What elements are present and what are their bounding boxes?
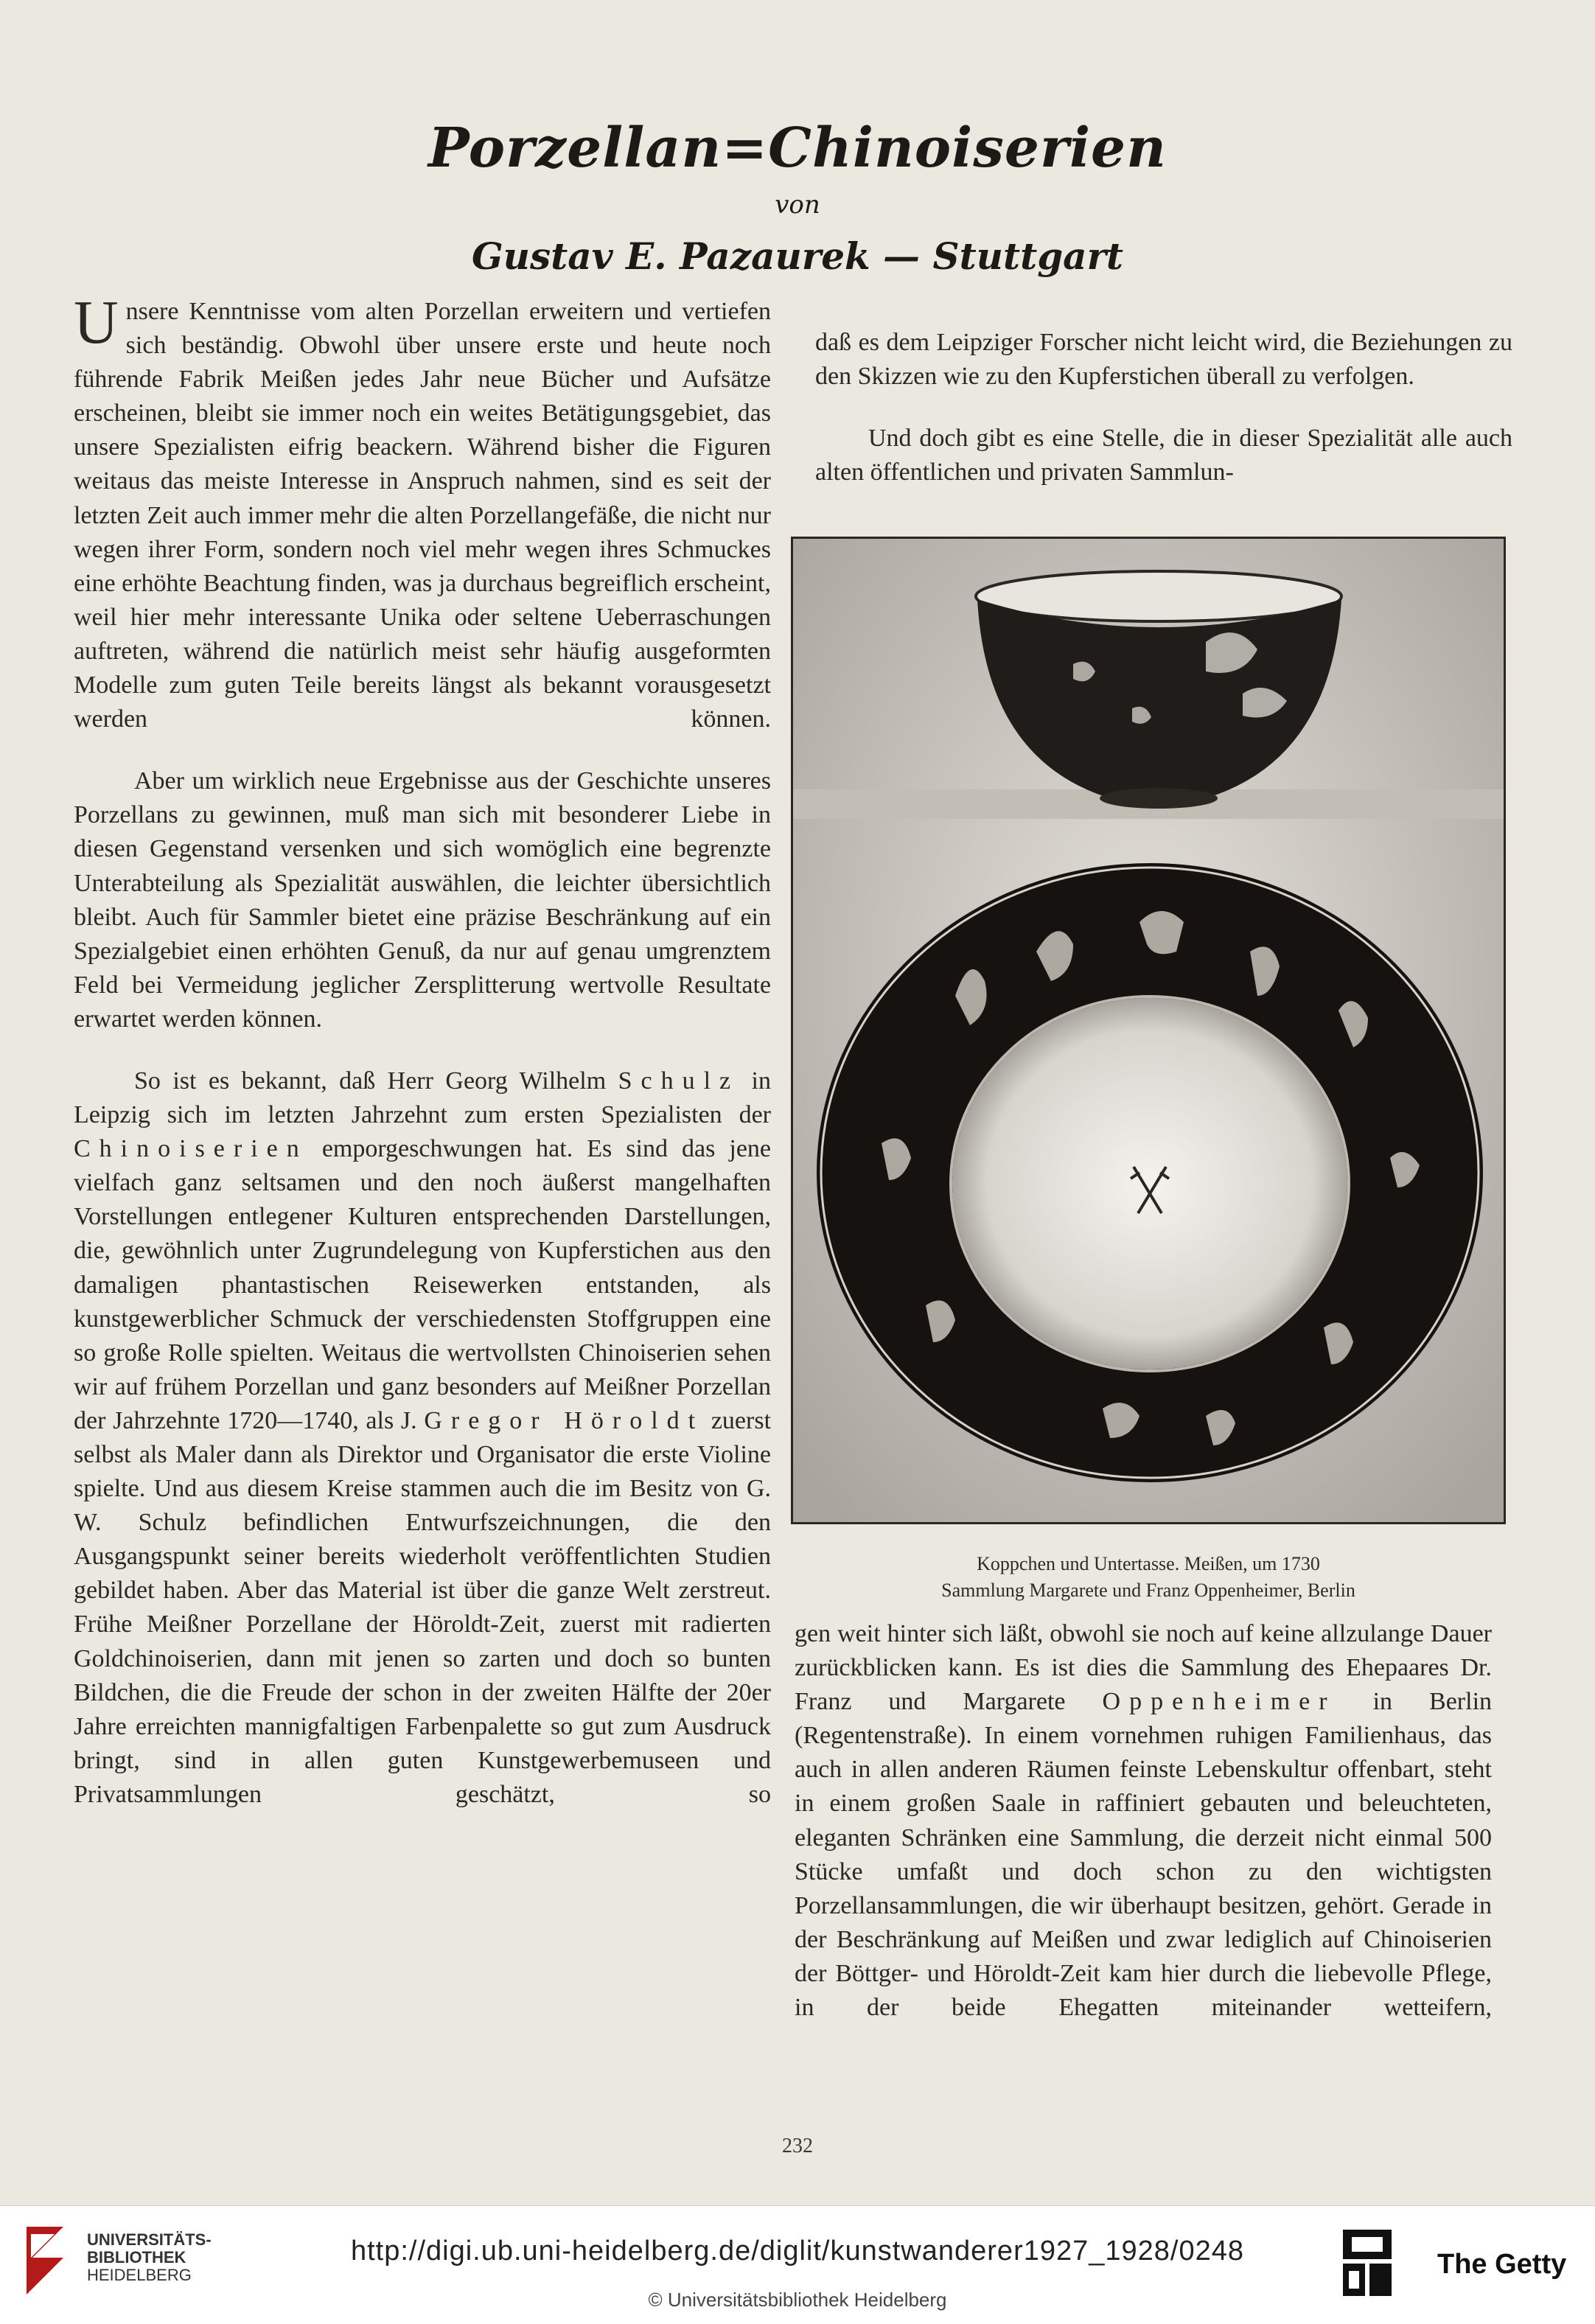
- permalink-url[interactable]: http://digi.ub.uni-heidelberg.de/diglit/kunstwanderer1927_1928/0248: [350, 2236, 1245, 2267]
- left-paragraph-2: Aber um wirklich neue Ergebnisse aus der Geschichte unseres Porzellans zu gewinnen, muß man sich mit besonderer Liebe in diesen Gegenstand versenken und sich womöglich eine begrenzte Unterabteilung als Spezialität auswählen, die leichter übersichtlich bleibt. Auch für Sammler bietet eine präzise Beschränkung auf ein Spezialgebiet einen erhöhten Genuß, da nur auf genau umgrenztem Feld bei Vermeidung jeglicher Zersplitterung wertvolle Resultate erwartet werden können.: [74, 767, 771, 1033]
- porcelain-photograph: [791, 537, 1506, 1524]
- getty-logo-icon: [1341, 2228, 1393, 2299]
- article-author: Gustav E. Pazaurek — Stuttgart: [471, 234, 1124, 278]
- name-schulz: Schulz: [618, 1067, 740, 1095]
- article-byline-von: von: [775, 190, 820, 220]
- left-paragraph-1: Unsere Kenntnisse vom alten Porzellan erweitern und vertiefen sich beständig. Obwohl über unsere erste und heute noch führende Fabrik Meißen jedes Jahr neue Bücher und Aufsätze erscheinen, bleibt sie immer noch ein weites Betätigungsgebiet, das unsere Spezialisten eifrig beackern. Während bisher die Figuren weitaus das meiste Interesse in Anspruch nahmen, sind es seit der letzten Zeit auch immer mehr die alten Porzellangefäße, die nicht nur wegen ihrer Form, sondern noch viel mehr wegen ihres Schmuckes eine erhöhte Beachtung finden, was ja durchaus begreiflich erscheint, weil hier mehr interessante Unika oder seltene Ueberraschungen auftreten, während die natürlich meist sehr häufig ausgeformten Modelle zum guten Teile bereits längst als bekannt vorausgesetzt werden können.: [74, 288, 771, 733]
- left-column: [74, 288, 772, 1812]
- right-column-top: [815, 326, 1512, 489]
- page-number: 232: [782, 2135, 813, 2157]
- saucer-shape: [817, 863, 1483, 1482]
- drop-cap: U: [74, 288, 119, 357]
- name-hoeroldt: Gregor Höroldt: [424, 1406, 705, 1434]
- term-chinoiserien: Chinoiserien: [74, 1135, 308, 1163]
- right-paragraph-3: gen weit hinter sich läßt, obwohl sie noch auf keine allzulange Dauer zurückblicken kann. Es ist dies die Sammlung des Ehepaares Dr. Franz und Margarete Oppenheimer in Berlin (Regentenstraße). In einem vornehmen ruhigen Familienhaus, das auch in allen anderen Räumen feinste Lebenskultur offenbart, steht in einem großen Saale in raffiniert gebauten und beleuchteten, eleganten Schränken eine Sammlung, die derzeit nicht einmal 500 Stücke umfaßt und doch schon zu den wichtigsten Porzellansammlungen, die wir überhaupt besitzen, gehört. Gerade in der Beschränkung auf Meißen und zwar lediglich auf Chinoiserien der Böttger- und Höroldt-Zeit kam hier durch die liebevolle Pflege, in der beide Ehegatten miteinander wetteifern,: [795, 1620, 1493, 2022]
- cup-and-saucer-image: [793, 539, 1504, 1522]
- getty-label: The Getty: [1437, 2249, 1567, 2280]
- left-paragraph-3: So ist es bekannt, daß Herr Georg Wilhelm Schulz in Leipzig sich im letzten Jahrzehnt zum ersten Spezialisten der Chinoiserien emporgeschwungen hat. Es sind das jene vielfach ganz seltsamen und den noch äußerst mangelhaften Vorstellungen entlegener Kulturen entsprechenden Darstellungen, die, gewöhnlich unter Zugrundelegung von Kupferstichen aus den damaligen phantastischen Reisewerken entstanden, als kunstgewerblicher Schmuck der verschiedensten Stoffgruppen eine so große Rolle spielten. Weitaus die wertvollsten Chinoiserien sehen wir auf frühem Porzellan und ganz besonders auf Meißner Porzellan der Jahrzehnte 1720—1740, als J. Gregor Höroldt zuerst selbst als Maler dann als Direktor und Organisator die erste Violine spielte. Und aus diesem Kreise stammen auch die im Besitz von G. W. Schulz befindlichen Entwurfszeichnungen, die den Ausgangspunkt seiner bereits wiederholt veröffentlichten Studien gebildet haben. Aber das Material ist über die ganze Welt zerstreut. Frühe Meißner Porzellane der Höroldt-Zeit, zuerst mit radierten Goldchinoiserien, dann mit jenen so zarten und doch so bunten Bildchen, die die Freude der schon in der zweiten Hälfte der 20er Jahre erreichten mannigfaltigen Farbenpalette so gut zum Ausdruck bringt, sind in allen guten Kunstgewerbemuseen und Privatsammlungen geschätzt, so: [74, 1067, 772, 1808]
- right-column-bottom: [795, 1617, 1492, 2025]
- right-paragraph-1: daß es dem Leipziger Forscher nicht leicht wird, die Beziehungen zu den Skizzen wie zu den Kupferstichen überall zu verfolgen.: [815, 329, 1512, 391]
- right-paragraph-2: Und doch gibt es eine Stelle, die in dieser Spezialität alle auch alten öffentlichen und privaten Sammlun-: [815, 425, 1512, 486]
- article-title: Porzellan=Chinoiserien: [428, 116, 1167, 180]
- name-oppenheimer: Oppenheimer: [1102, 1688, 1336, 1716]
- library-name: UNIVERSITÄTS- BIBLIOTHEK HEIDELBERG: [87, 2230, 212, 2284]
- viewer-footer: [0, 2205, 1595, 2324]
- figure-caption: Koppchen und Untertasse. Meißen, um 1730 Sammlung Margarete und Franz Oppenheimer, Berlin: [941, 1553, 1355, 1601]
- copyright-notice: © Universitätsbibliothek Heidelberg: [648, 2289, 947, 2311]
